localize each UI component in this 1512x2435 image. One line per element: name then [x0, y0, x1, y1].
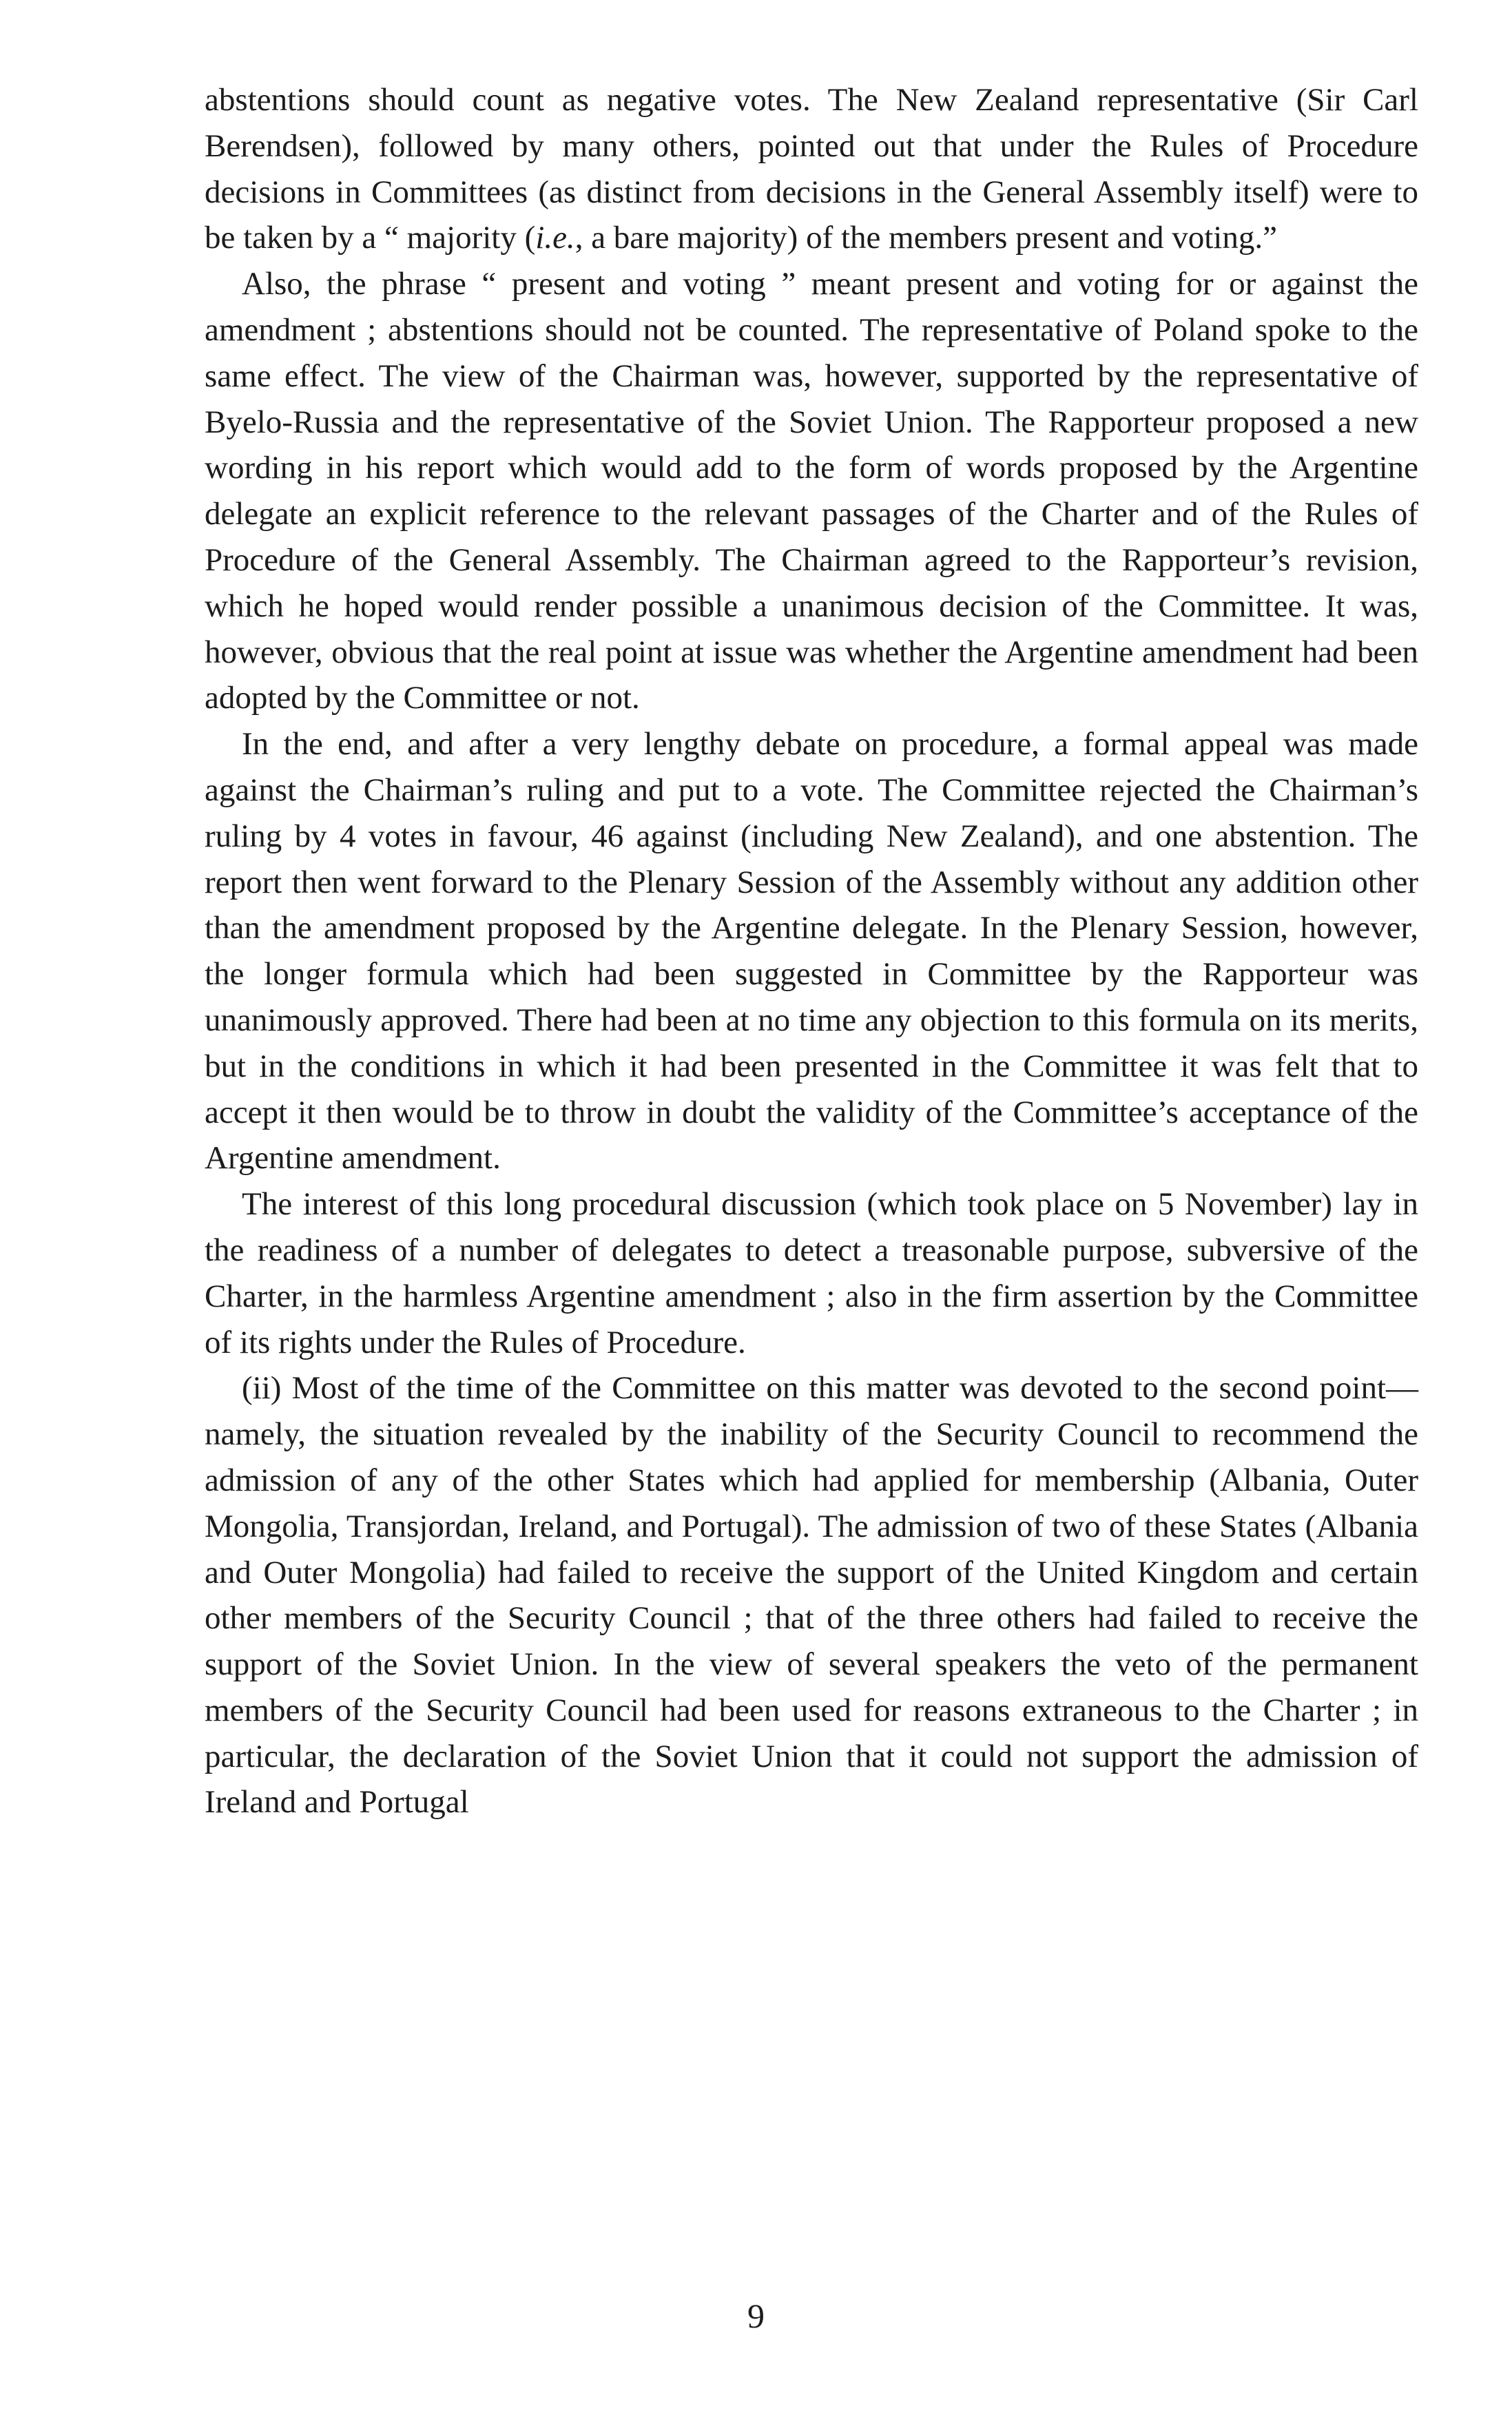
paragraph-1: [205, 77, 1418, 261]
paragraph-2: Also, the phrase “ present and voting ” meant present and voting for or against the amendment ; abstentions should not be counted. The representative of Poland spoke to the same effect. The view of the Chairman was, however, supported by the representative of Byelo-Russia and the representative of the Soviet Union. The Rapporteur proposed a new wording in his report which would add to the form of words proposed by the Argentine delegate an explicit reference to the relevant passages of the Charter and of the Rules of Procedure of the General Assembly. The Chairman agreed to the Rapporteur’s revision, which he hoped would render possible a unanimous decision of the Committee. It was, however, obvious that the real point at issue was whether the Argentine amendment had been adopted by the Committee or not.: [205, 266, 1418, 716]
page-number: 9: [747, 2297, 765, 2335]
paragraph-5: (ii) Most of the time of the Committee on this matter was devoted to the second point—namely, the situation revealed by the inability of the Security Council to recommend the admission of any of the other States which had applied for membership (Albania, Outer Mongolia, Transjordan, Ireland, and Portugal). The admission of two of these States (Albania and Outer Mongolia) had failed to receive the support of the United Kingdom and certain other members of the Security Council ; that of the three others had failed to receive the support of the Soviet Union. In the view of several speakers the veto of the permanent members of the Security Council had been used for reasons extraneous to the Charter ; in particular, the declaration of the Soviet Union that it could not support the admission of Ireland and Portugal: [205, 1370, 1418, 1821]
body-text: [205, 77, 1418, 1825]
paragraph-3: In the end, and after a very lengthy debate on procedure, a formal appeal was made against the Chairman’s ruling and put to a vote. The Committee rejected the Chairman’s ruling by 4 votes in favour, 46 against (including New Zealand), and one abstention. The report then went forward to the Plenary Session of the Assembly without any addition other than the amendment proposed by the Argentine delegate. In the Plenary Session, however, the longer formula which had been suggested in Committee by the Rapporteur was unanimously approved. There had been at no time any objection to this formula on its merits, but in the conditions in which it had been presented in the Committee it was felt that to accept it then would be to throw in doubt the validity of the Committee’s acceptance of the Argentine amendment.: [205, 726, 1418, 1177]
paragraph-4: The interest of this long procedural discussion (which took place on 5 November) lay in the readiness of a number of delegates to detect a treasonable purpose, subversive of the Charter, in the harmless Argentine amendment ; also in the firm assertion by the Committee of its rights under the Rules of Procedure.: [205, 1186, 1418, 1360]
paragraph-1-text-before: abstentions should count as negative votes. The New Zealand representative (Sir Carl Berendsen), followed by many others, pointed out that under the Rules of Procedure decisions in Committees (as distinct from decisions in the General Assembly itself) were to be taken by a “ majority (: [205, 82, 1418, 256]
paragraph-1-text-after: , a bare majority) of the members present and voting.”: [574, 220, 1277, 256]
paragraph-1-italic-ie: i.e.: [535, 220, 575, 256]
